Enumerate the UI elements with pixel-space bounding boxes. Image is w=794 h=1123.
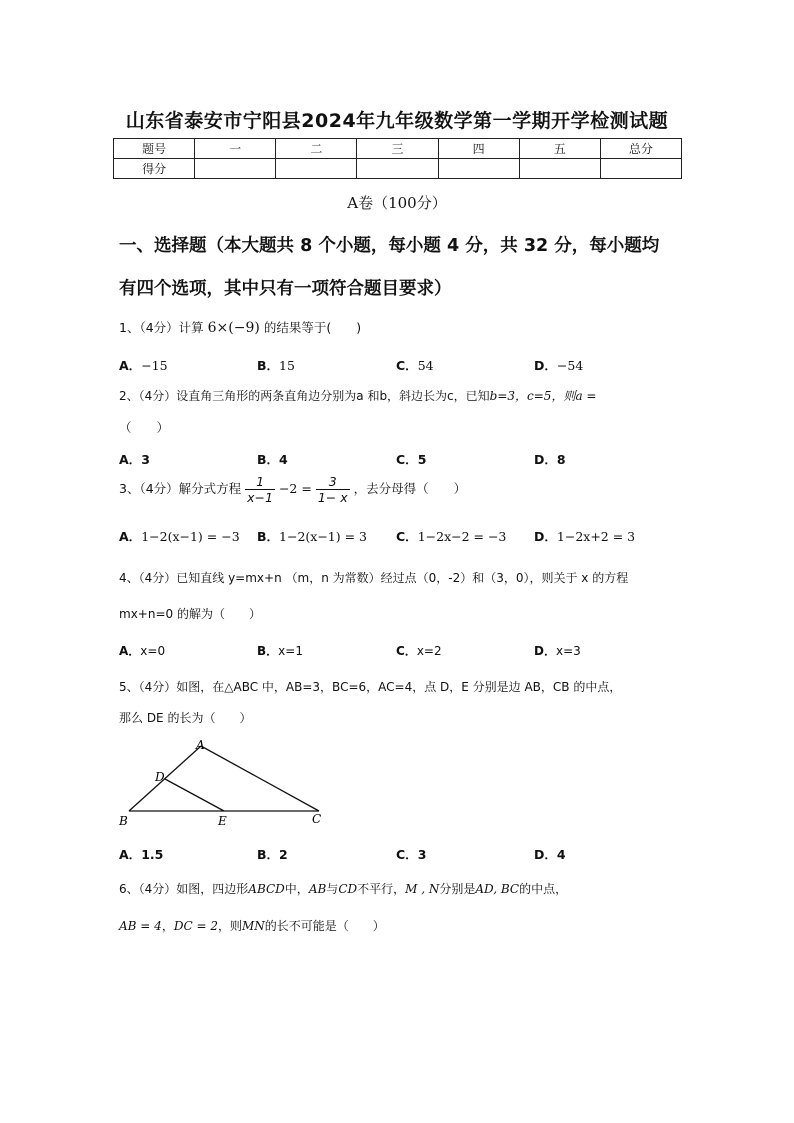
q3-fraction-2 xyxy=(316,474,350,505)
q3-frac2-numerator: 3 xyxy=(316,474,350,490)
score-col-total: 总分 xyxy=(600,139,681,159)
q1-math: 6×(−9) xyxy=(207,320,260,336)
q6-text: 分别是 xyxy=(439,882,476,896)
option-text: x=0 xyxy=(140,644,166,658)
option-text: 1.5 xyxy=(141,847,164,862)
label-c: C xyxy=(312,812,322,826)
q5-option-d[interactable] xyxy=(534,845,566,863)
option-label: D． xyxy=(534,452,557,467)
option-label: A． xyxy=(119,529,142,544)
q3-option-a[interactable] xyxy=(119,527,240,545)
option-label: B． xyxy=(257,529,280,544)
score-col-3: 三 xyxy=(357,139,438,159)
label-e: E xyxy=(218,814,227,828)
option-text: 1−2x+2 = 3 xyxy=(556,529,636,544)
score-cell[interactable] xyxy=(195,159,276,179)
option-text: 1−2(x−1) = −3 xyxy=(141,529,240,544)
score-table xyxy=(113,138,682,179)
option-label: B． xyxy=(257,452,280,467)
q3-suffix: ，去分母得（ ） xyxy=(353,481,467,496)
q2-text: 2、（4分）设直角三角形的两条直角边分别为a 和b，斜边长为c，已知 xyxy=(119,389,490,403)
q6-text: 与 xyxy=(326,882,339,896)
q3-prefix: 3、（4分）解分式方程 xyxy=(119,481,242,496)
q1-option-d[interactable] xyxy=(534,356,583,374)
q3-frac1-numerator: 1 xyxy=(245,474,275,490)
q6-math: AD, BC xyxy=(475,882,520,896)
q3-mid: −2 = xyxy=(278,481,312,496)
option-label: D． xyxy=(534,847,557,862)
question-3 xyxy=(119,474,689,505)
q6-math: ABCD xyxy=(248,882,285,896)
option-text: −15 xyxy=(141,358,168,373)
score-col-5: 五 xyxy=(519,139,600,159)
q3-option-b[interactable] xyxy=(257,527,367,545)
q5-option-b[interactable] xyxy=(257,845,288,863)
q6-text: ， xyxy=(161,919,174,933)
score-header-label: 题号 xyxy=(114,139,195,159)
section-heading-line1: 一、选择题（本大题共 8 个小题，每小题 4 分，共 32 分，每小题均 xyxy=(119,236,660,256)
label-d: D xyxy=(155,770,165,784)
score-col-2: 二 xyxy=(276,139,357,159)
score-cell[interactable] xyxy=(438,159,519,179)
option-label: B． xyxy=(257,358,280,373)
option-text: 54 xyxy=(417,358,434,373)
volume-heading: A卷（100分） xyxy=(347,194,447,212)
q6-text: 不平行， xyxy=(357,882,406,896)
question-2-line1 xyxy=(119,387,689,404)
option-label: B． xyxy=(257,847,280,862)
section-heading-line2: 有四个选项，其中只有一项符合题目要求） xyxy=(119,279,452,299)
q3-option-c[interactable] xyxy=(396,527,506,545)
q6-text: 的长不可能是（ ） xyxy=(264,919,385,933)
option-label: C． xyxy=(396,529,418,544)
option-text: 1−2(x−1) = 3 xyxy=(279,529,368,544)
question-5-line2: 那么 DE 的长为（ ） xyxy=(119,711,252,725)
option-text: 5 xyxy=(417,452,427,467)
q2-option-a[interactable] xyxy=(119,450,150,468)
score-col-1: 一 xyxy=(195,139,276,159)
q2-math: b=3，c=5，则a = xyxy=(489,389,597,403)
score-cell[interactable] xyxy=(519,159,600,179)
q2-option-c[interactable] xyxy=(396,450,426,468)
q1-option-c[interactable] xyxy=(396,356,434,374)
q6-math: AB = 4 xyxy=(119,919,162,933)
option-label: D． xyxy=(534,644,556,658)
option-text: 2 xyxy=(279,847,288,862)
option-text: 4 xyxy=(279,452,288,467)
option-label: D． xyxy=(534,358,557,373)
q5-option-c[interactable] xyxy=(396,845,426,863)
option-label: C． xyxy=(396,452,418,467)
label-a: A xyxy=(196,738,205,752)
option-text: 8 xyxy=(556,452,566,467)
option-text: 1−2x−2 = −3 xyxy=(417,529,507,544)
q4-option-a[interactable] xyxy=(119,642,165,659)
score-row-label: 得分 xyxy=(114,159,195,179)
q6-text: ，则 xyxy=(217,919,242,933)
option-label: C． xyxy=(396,358,418,373)
score-cell[interactable] xyxy=(600,159,681,179)
q1-option-b[interactable] xyxy=(257,356,295,374)
segment-de xyxy=(165,779,224,811)
q6-math: DC = 2 xyxy=(173,919,218,933)
score-col-4: 四 xyxy=(438,139,519,159)
q2-option-d[interactable] xyxy=(534,450,566,468)
option-label: A． xyxy=(119,358,142,373)
q2-option-b[interactable] xyxy=(257,450,288,468)
question-1 xyxy=(119,318,689,336)
option-label: C． xyxy=(396,644,417,658)
score-header-row xyxy=(114,139,682,159)
q3-frac1-denominator: x−1 xyxy=(247,490,273,505)
q6-text: 6、（4分）如图，四边形 xyxy=(119,882,249,896)
question-6-line1 xyxy=(119,880,689,897)
q3-frac2-denominator: 1− x xyxy=(317,490,348,505)
score-value-row xyxy=(114,159,682,179)
question-6-line2 xyxy=(119,917,689,934)
q1-option-a[interactable] xyxy=(119,356,168,374)
question-4-line2: mx+n=0 的解为（ ） xyxy=(119,607,261,621)
option-label: D． xyxy=(534,529,557,544)
option-text: x=3 xyxy=(555,644,581,658)
score-cell[interactable] xyxy=(357,159,438,179)
q6-math: CD xyxy=(338,882,358,896)
option-text: 3 xyxy=(141,452,150,467)
q6-text: 的中点， xyxy=(519,882,568,896)
option-text: x=2 xyxy=(416,644,442,658)
segment-ab xyxy=(129,746,201,811)
q3-option-d[interactable] xyxy=(534,527,635,545)
label-b: B xyxy=(119,814,128,828)
segment-ac xyxy=(201,746,319,811)
q4-option-b[interactable] xyxy=(257,642,303,659)
question-4-line1: 4、（4分）已知直线 y=mx+n （m，n 为常数）经过点（0，-2）和（3，0），则关于 x 的方程 xyxy=(119,571,629,585)
option-label: A． xyxy=(119,847,142,862)
triangle-figure xyxy=(115,737,327,829)
q3-fraction-1 xyxy=(245,474,275,505)
q4-option-c[interactable] xyxy=(396,642,442,659)
question-2-line2: （ ） xyxy=(119,420,170,435)
q5-option-a[interactable] xyxy=(119,845,163,863)
option-text: 3 xyxy=(417,847,427,862)
question-5-line1: 5、（4分）如图，在△ABC 中，AB=3，BC=6，AC=4，点 D，E 分别是边 AB，CB 的中点， xyxy=(119,680,622,694)
q4-option-d[interactable] xyxy=(534,642,581,659)
option-label: B． xyxy=(257,644,279,658)
option-label: A． xyxy=(119,452,142,467)
option-text: 4 xyxy=(556,847,566,862)
q6-math: M , N xyxy=(405,882,440,896)
option-label: C． xyxy=(396,847,418,862)
option-text: x=1 xyxy=(278,644,303,658)
q6-math: MN xyxy=(241,919,265,933)
score-cell[interactable] xyxy=(276,159,357,179)
q1-prefix: 1、（4分）计算 xyxy=(119,320,204,335)
q1-suffix: 的结果等于( ) xyxy=(263,320,362,335)
option-label: A． xyxy=(119,644,141,658)
option-text: −54 xyxy=(556,358,584,373)
q6-math: AB xyxy=(308,882,327,896)
q6-text: 中， xyxy=(284,882,309,896)
option-text: 15 xyxy=(279,358,295,373)
exam-title: 山东省泰安市宁阳县2024年九年级数学第一学期开学检测试题 xyxy=(125,110,669,132)
